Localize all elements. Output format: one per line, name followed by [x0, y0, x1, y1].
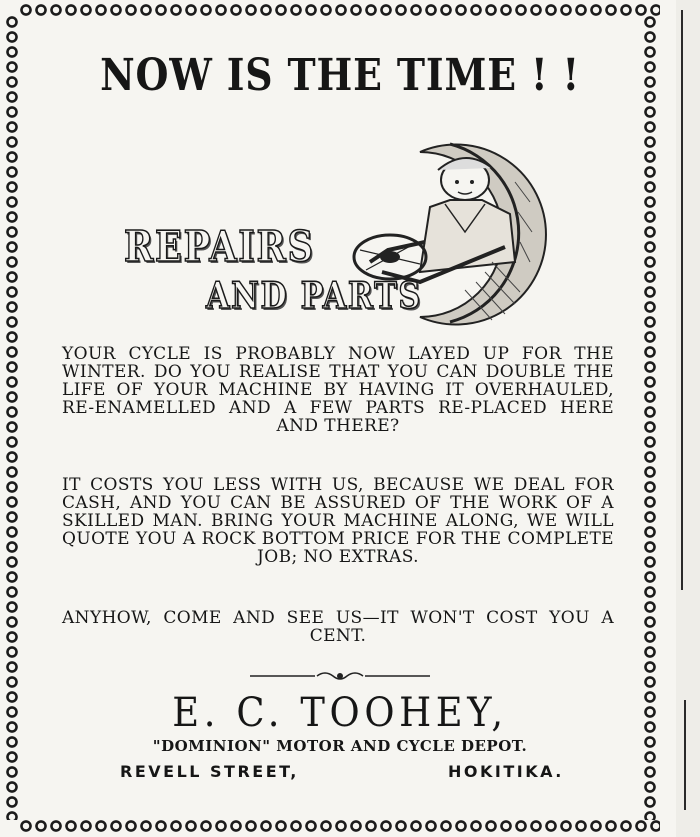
- adjacent-column-strip: [676, 0, 700, 837]
- ring-border-left-icon: [4, 14, 20, 820]
- street-address: REVELL STREET,: [120, 762, 299, 781]
- ornamental-divider-icon: [245, 670, 435, 682]
- headline: NOW IS THE TIME ! !: [100, 50, 580, 101]
- business-name: "DOMINION" MOTOR AND CYCLE DEPOT.: [152, 737, 528, 755]
- illustration-title-parts: AND PARTS: [206, 275, 422, 317]
- ring-border-right-icon: [642, 14, 658, 820]
- paragraph-winter-overhaul: YOUR CYCLE IS PROBABLY NOW LAYED UP FOR THE WINTER. DO YOU REALISE THAT YOU CAN DOUBLE THE LIFE OF YOUR MACHINE BY HAVING IT OVERHAULED, RE-ENAMELLED AND A FEW PARTS RE-PLACED HERE AND THERE?: [62, 344, 614, 436]
- adjacent-column-rule-lower: [684, 700, 686, 810]
- illustration-title-repairs: REPAIRS: [124, 222, 315, 271]
- town-name: HOKITIKA.: [448, 762, 564, 781]
- ring-border-bottom-icon: [18, 818, 660, 834]
- adjacent-column-rule: [681, 10, 683, 590]
- proprietor-name: E. C. TOOHEY,: [172, 690, 508, 736]
- paragraph-cash-pricing: IT COSTS YOU LESS WITH US, BECAUSE WE DEAL FOR CASH, AND YOU CAN BE ASSURED OF THE WORK OF A SKILLED MAN. BRING YOUR MACHINE ALONG, WE WILL QUOTE YOU A ROCK BOTTOM PRICE FOR THE COMPLETE JOB; NO EXTRAS.: [62, 475, 614, 567]
- paragraph-come-see-us: ANYHOW, COME AND SEE US—IT WON'T COST YOU A CENT.: [62, 608, 614, 646]
- ring-border-top-icon: [18, 2, 660, 18]
